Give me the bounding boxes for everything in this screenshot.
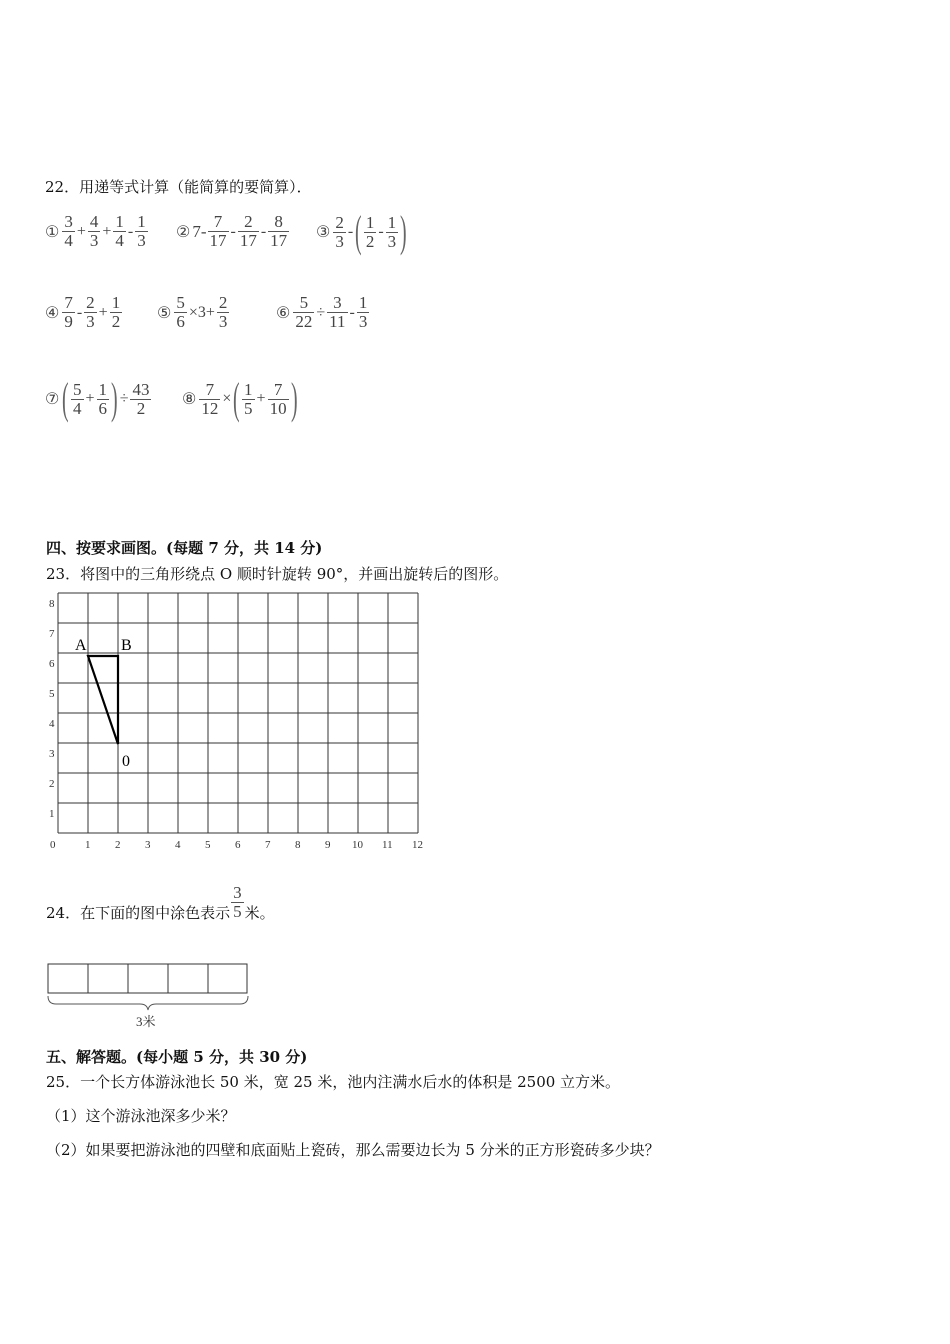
- fraction: $\frac{1}{6}$: [98, 379, 108, 418]
- fraction: $\frac{2}{3}$: [335, 212, 344, 251]
- x-tick-label: 6: [235, 839, 241, 851]
- y-tick-label: 6: [49, 658, 55, 670]
- x-tick-label: 4: [175, 839, 181, 851]
- strip-figure: [44, 960, 254, 1032]
- fraction: $\frac{1}{3}$: [358, 293, 368, 331]
- triangle-shape: [88, 656, 118, 744]
- x-tick-label: 5: [205, 839, 211, 851]
- coordinate-grid: [40, 592, 440, 854]
- expr-label: ①: [45, 223, 60, 241]
- fraction: $\frac{2}{17}$: [239, 212, 257, 250]
- x-tick-label: 1: [85, 839, 91, 851]
- fraction: $\frac{1}{2}$: [365, 212, 375, 251]
- fraction: $\frac{3}{11}$: [329, 293, 346, 331]
- fraction: $\frac{5}{4}$: [73, 379, 82, 418]
- point-a-label: A: [75, 637, 87, 654]
- fraction: $\frac{1}{3}$: [387, 212, 397, 251]
- expr-2: ② 7- $\frac{7}{17}$ - $\frac{2}{17}$ - $\frac{8}{17}$: [176, 212, 288, 250]
- expr-6: ⑥ $\frac{5}{22}$ ÷ $\frac{3}{11}$ - $\frac{1}{3}$: [276, 293, 368, 331]
- y-tick-label: 3: [49, 748, 55, 760]
- q25-part1: （1）这个游泳池深多少米？: [46, 1107, 236, 1125]
- fraction: $\frac{5}{6}$: [176, 293, 185, 331]
- q25-part2: （2）如果要把游泳池的四壁和底面贴上瓷砖，那么需要边长为 5 分米的正方形瓷砖多少块？: [46, 1141, 660, 1159]
- fraction: $\frac{7}{10}$: [269, 379, 287, 418]
- section5-title: 五、解答题。(每小题 5 分，共 30 分): [46, 1048, 308, 1066]
- fraction: $\frac{1}{4}$: [115, 212, 124, 250]
- q22-title: 22．用递等式计算（能简算的要简算）．: [45, 178, 312, 196]
- q23-text: 23．将图中的三角形绕点 O 顺时针旋转 90°，并画出旋转后的图形。: [46, 565, 509, 583]
- point-o-label: 0: [122, 753, 130, 770]
- x-tick-label: 9: [325, 839, 331, 851]
- q25-text: 25．一个长方体游泳池长 50 米，宽 25 米，池内注满水后水的体积是 2500 立方米。: [46, 1073, 621, 1091]
- fraction: $\frac{1}{2}$: [111, 293, 121, 331]
- x-tick-label: 8: [295, 839, 301, 851]
- y-tick-label: 8: [49, 598, 55, 610]
- x-tick-label: 11: [382, 839, 393, 851]
- fraction: $\frac{7}{17}$: [209, 212, 227, 250]
- fraction: $\frac{43}{2}$: [132, 379, 150, 418]
- y-tick-label: 1: [49, 808, 55, 820]
- x-tick-label: 3: [145, 839, 151, 851]
- section4-title: 四、按要求画图。(每题 7 分，共 14 分): [46, 539, 323, 557]
- x-tick-label: 2: [115, 839, 121, 851]
- expr-7: ⑦ ( $\frac{5}{4}$ + $\frac{1}{6}$ ) ÷ $\frac{43}{2}$: [45, 374, 150, 423]
- y-tick-label: 5: [49, 688, 55, 700]
- expr-1: ① $\frac{3}{4}$ + $\frac{4}{3}$ + $\frac{1}{4}$ - $\frac{1}{3}$: [45, 212, 146, 250]
- q24-fraction: $\frac{3}{5}$: [233, 882, 242, 921]
- y-tick-label: 4: [49, 718, 55, 730]
- fraction: $\frac{4}{3}$: [89, 212, 99, 250]
- strip-outline: [48, 964, 247, 993]
- y-tick-label: 7: [49, 628, 55, 640]
- fraction: $\frac{1}{5}$: [244, 379, 253, 418]
- x-tick-label: 12: [412, 839, 423, 851]
- fraction: $\frac{8}{17}$: [270, 212, 288, 250]
- x-tick-label: 10: [352, 839, 363, 851]
- fraction: $\frac{2}{3}$: [218, 293, 228, 331]
- q24-text: 24．在下面的图中涂色表示 $\frac{3}{5}$ 米。: [46, 882, 275, 922]
- fraction: $\frac{1}{3}$: [137, 212, 146, 250]
- fraction: $\frac{2}{3}$: [86, 293, 95, 331]
- fraction: $\frac{3}{4}$: [64, 212, 73, 250]
- strip-label: 3米: [136, 1014, 156, 1029]
- expr-8: ⑧ $\frac{7}{12}$ × ( $\frac{1}{5}$ + $\frac{7}{10}$ ): [182, 374, 298, 423]
- y-tick-label: 2: [49, 778, 55, 790]
- point-b-label: B: [121, 637, 132, 654]
- fraction: $\frac{7}{12}$: [201, 379, 219, 418]
- expr-3: ③ $\frac{2}{3}$ - ( $\frac{1}{2}$ - $\frac{1}{3}$ ): [316, 207, 407, 256]
- fraction: $\frac{5}{22}$: [295, 293, 313, 331]
- expr-4: ④ $\frac{7}{9}$ - $\frac{2}{3}$ + $\frac{1}{2}$: [45, 293, 121, 331]
- x-tick-label: 0: [50, 839, 56, 851]
- fraction: $\frac{7}{9}$: [64, 293, 73, 331]
- brace: [48, 996, 248, 1010]
- expr-5: ⑤ $\frac{5}{6}$ ×3+ $\frac{2}{3}$: [157, 293, 228, 331]
- x-tick-label: 7: [265, 839, 271, 851]
